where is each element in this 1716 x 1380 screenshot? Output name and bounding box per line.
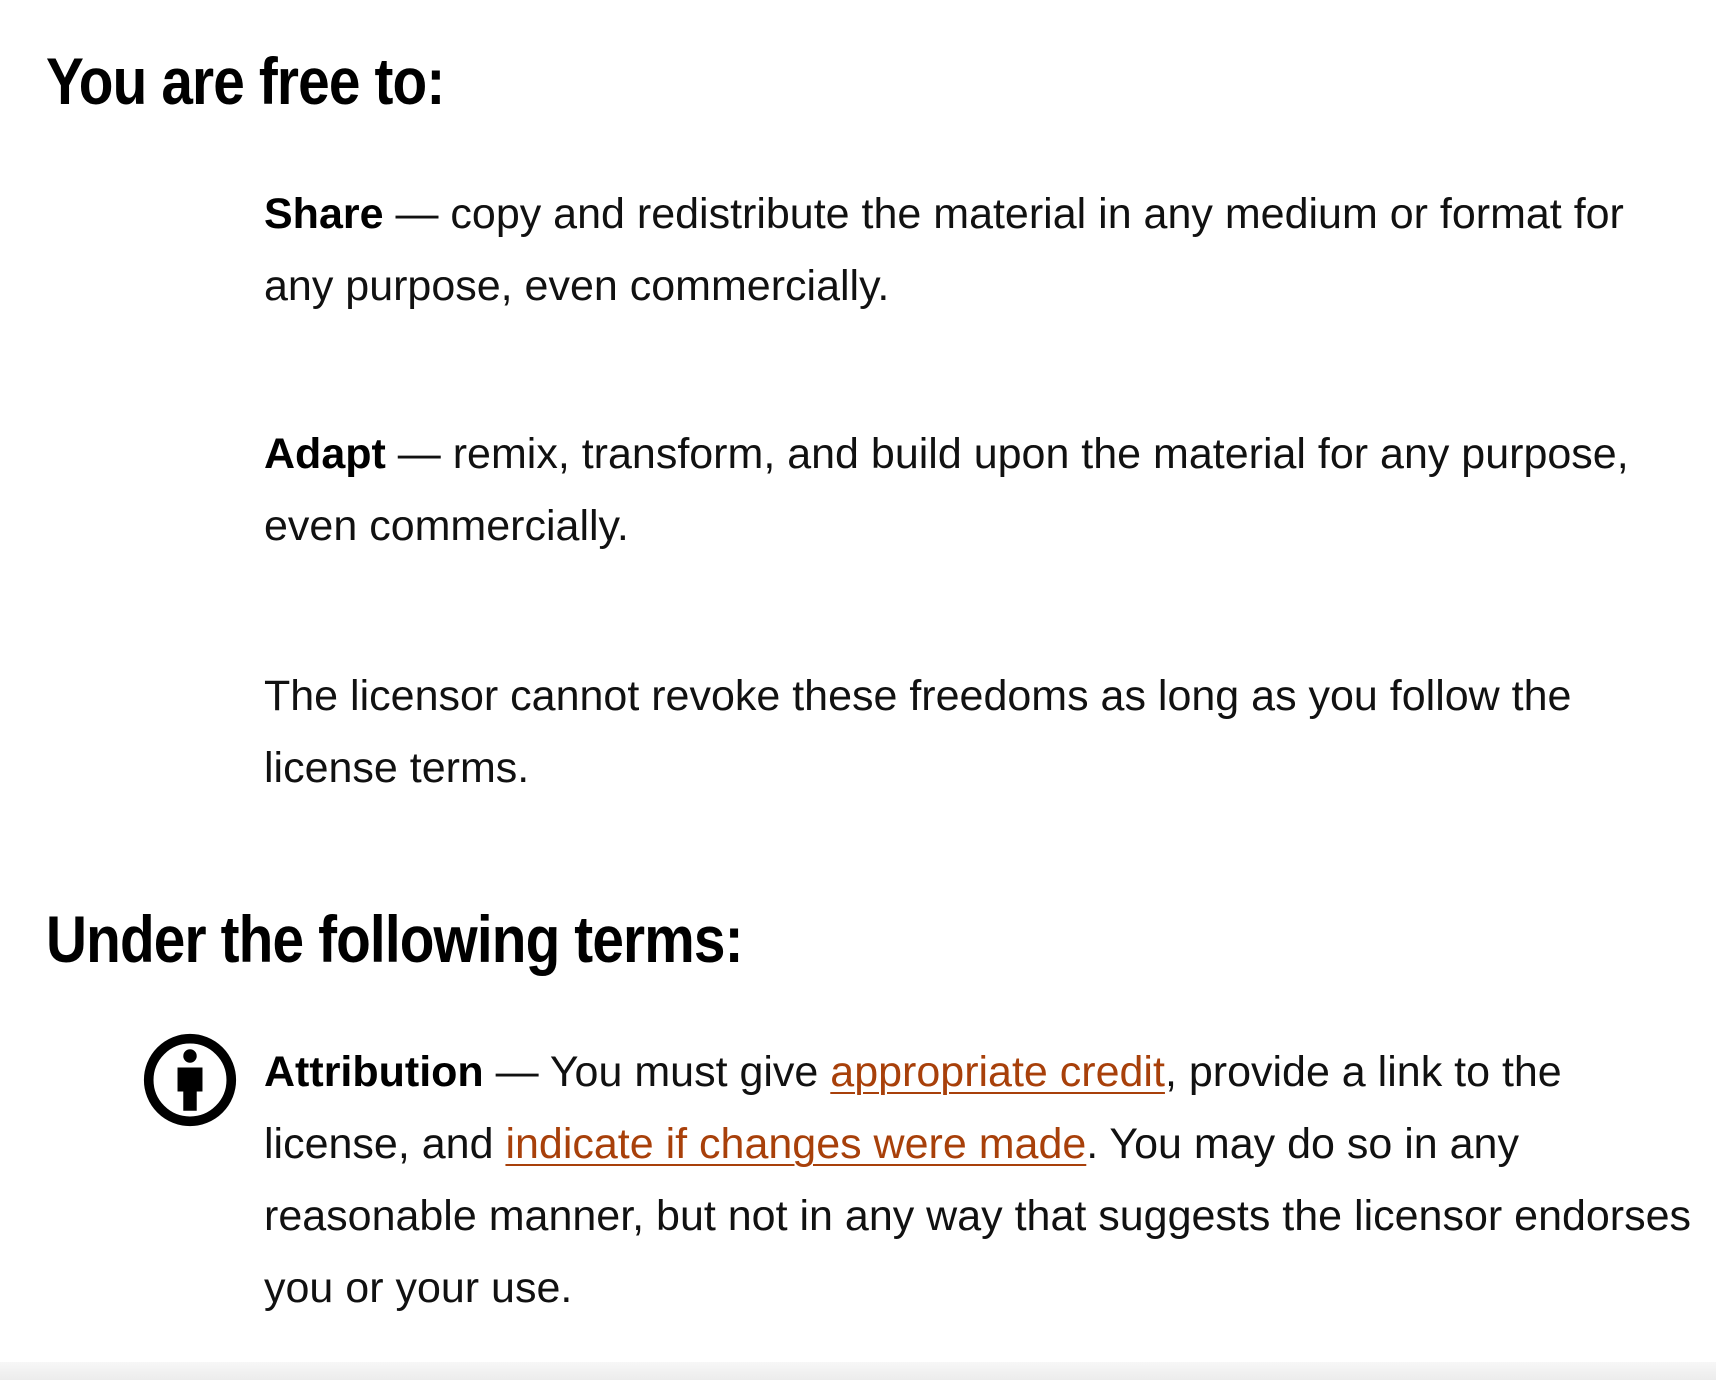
attribution-text-1: — You must give <box>483 1048 831 1096</box>
attribution-term <box>264 1036 1704 1324</box>
share-description: — copy and redistribute the material in any medium or format for any purpose, even commercially. <box>264 190 1624 310</box>
attribution-label: Attribution <box>264 1048 484 1096</box>
attribution-text-3: . You may do so in any reasonable manner, but not in any way that suggests the licensor endorses you or your use. <box>264 1120 1692 1312</box>
share-term: Share <box>264 190 384 238</box>
license-freedom-note: The licensor cannot revoke these freedoms as long as you follow the license terms. <box>264 672 1572 792</box>
appropriate-credit-link[interactable]: appropriate credit <box>830 1048 1165 1096</box>
attribution-text-2: , provide a link to the license, and <box>264 1048 1562 1168</box>
adapt-permission <box>264 418 1704 562</box>
adapt-term: Adapt <box>264 430 386 478</box>
indicate-changes-link[interactable]: indicate if changes were made <box>505 1120 1087 1168</box>
free-to-heading: You are free to: <box>46 44 445 118</box>
share-permission <box>264 178 1704 322</box>
attribution-icon <box>142 1032 238 1128</box>
bottom-gradient-bar <box>0 1362 1716 1380</box>
following-terms-heading: Under the following terms: <box>46 902 743 976</box>
adapt-description: — remix, transform, and build upon the material for any purpose, even commercially. <box>264 430 1629 550</box>
